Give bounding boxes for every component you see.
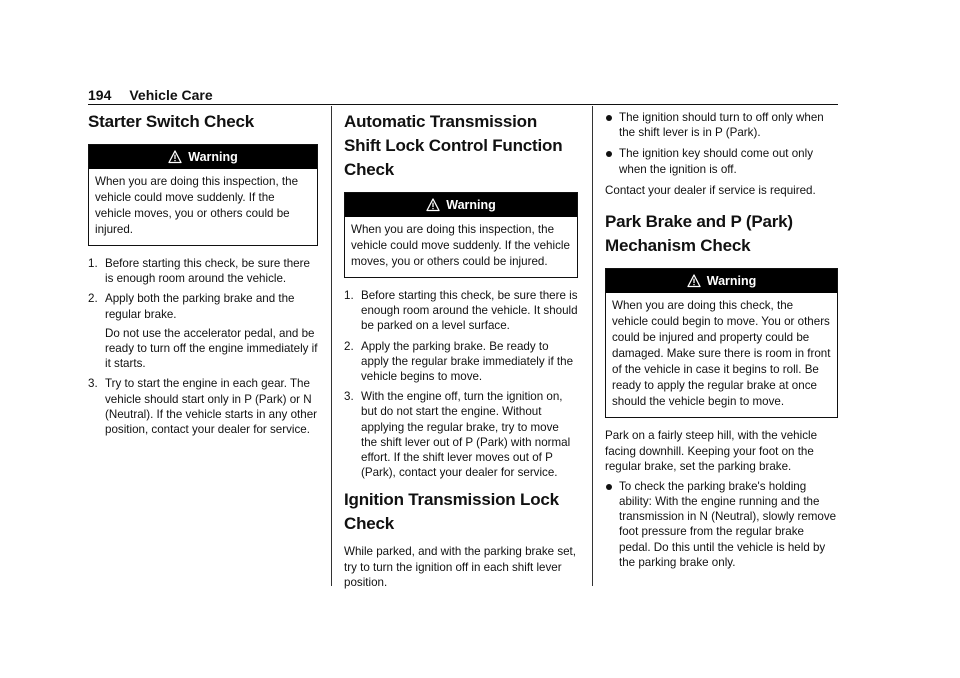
warning-label: Warning [706, 274, 757, 289]
column-divider [331, 106, 332, 586]
bullet-icon [606, 151, 612, 157]
section-heading: Starter Switch Check [88, 112, 255, 131]
step-number: 2. [88, 292, 98, 306]
step-text: Before starting this check, be sure there is enough room around the vehicle. It should be parked on a level surface. [361, 289, 578, 333]
warning-box [88, 144, 318, 246]
warning-triangle-icon [168, 150, 182, 164]
section-heading: Automatic Transmission Shift Lock Control Function Check [344, 112, 563, 179]
step-text: Before starting this check, be sure there is enough room around the vehicle. [105, 257, 310, 286]
list-item [344, 389, 578, 480]
list-item [88, 256, 318, 286]
column-divider [592, 106, 593, 586]
step-number: 1. [344, 289, 354, 302]
step-text: Apply the parking brake. Be ready to apply the regular brake immediately if the vehicle begins to move. [361, 339, 574, 384]
list-item [605, 479, 838, 570]
warning-header [606, 269, 837, 293]
page-number: 194 [88, 87, 112, 103]
column-1 [88, 110, 318, 442]
step-number: 3. [88, 377, 98, 391]
list-item [605, 110, 838, 140]
warning-text: When you are doing this inspection, the vehicle could move suddenly. If the vehicle moves, you or others could be injured. [95, 175, 299, 236]
warning-text: When you are doing this inspection, the vehicle could move suddenly. If the vehicle moves, you or others could be injured. [351, 223, 570, 268]
warning-box [605, 268, 838, 418]
steps-list [344, 288, 578, 480]
step-number: 3. [344, 390, 354, 404]
list-item [344, 339, 578, 385]
warning-triangle-icon [687, 274, 701, 288]
bullet-text: The ignition should turn to off only when the shift lever is in P (Park). [619, 111, 824, 140]
step-number: 1. [88, 257, 98, 270]
paragraph: Park on a fairly steep hill, with the vehicle facing downhill. Keeping your foot on the regular brake, set the parking brake. [605, 429, 818, 474]
step-subtext: Do not use the accelerator pedal, and be ready to turn off the engine immediately if it starts. [105, 326, 318, 371]
step-number: 2. [344, 339, 354, 353]
column-2 [344, 110, 578, 591]
bullet-text: The ignition key should come out only when the ignition is off. [619, 147, 813, 176]
warning-label: Warning [188, 150, 238, 164]
warning-header [89, 145, 317, 169]
warning-header [345, 193, 577, 217]
warning-text: When you are doing this check, the vehicle could begin to move. You or others could be injured and property could be damaged. Make sure there is room in front of the vehicle in case it begins to roll. Be ready to apply the regular brake at once should the vehicle begin to move. [612, 299, 831, 409]
section-title: Vehicle Care [129, 87, 213, 103]
list-item [88, 376, 318, 437]
paragraph: While parked, and with the parking brake set, try to turn the ignition off in each shift lever position. [344, 545, 576, 590]
warning-box [344, 192, 578, 278]
step-text: With the engine off, turn the ignition on, but do not start the engine. Without applying the regular brake, try to move the shift lever out of P (Park) with normal effort. If the shift lever moves out of P (Park), contact your dealer for service. [361, 390, 571, 480]
bullet-list [605, 479, 838, 570]
bullet-icon [606, 484, 612, 490]
column-3 [605, 110, 838, 576]
section-heading: Ignition Transmission Lock Check [344, 490, 559, 534]
steps-list [88, 256, 318, 437]
bullet-text: To check the parking brake's holding ability: With the engine running and the transmission in N (Neutral), slowly remove foot pressure from the regular brake pedal. Do this until the vehicle is held by the parking brake only. [619, 479, 837, 569]
step-text: Apply both the parking brake and the regular brake. [105, 292, 295, 321]
list-item [605, 146, 838, 176]
warning-label: Warning [446, 198, 496, 212]
bullet-list [605, 110, 838, 177]
list-item [88, 291, 318, 371]
warning-triangle-icon [426, 198, 440, 212]
list-item [344, 288, 578, 334]
bullet-icon [606, 115, 612, 121]
paragraph: Contact your dealer if service is required. [605, 183, 816, 197]
section-heading: Park Brake and P (Park) Mechanism Check [605, 212, 793, 256]
page-header [88, 84, 838, 105]
step-text: Try to start the engine in each gear. The vehicle should start only in P (Park) or N (Neutral). If the vehicle starts in any other position, contact your dealer for service. [105, 377, 317, 437]
